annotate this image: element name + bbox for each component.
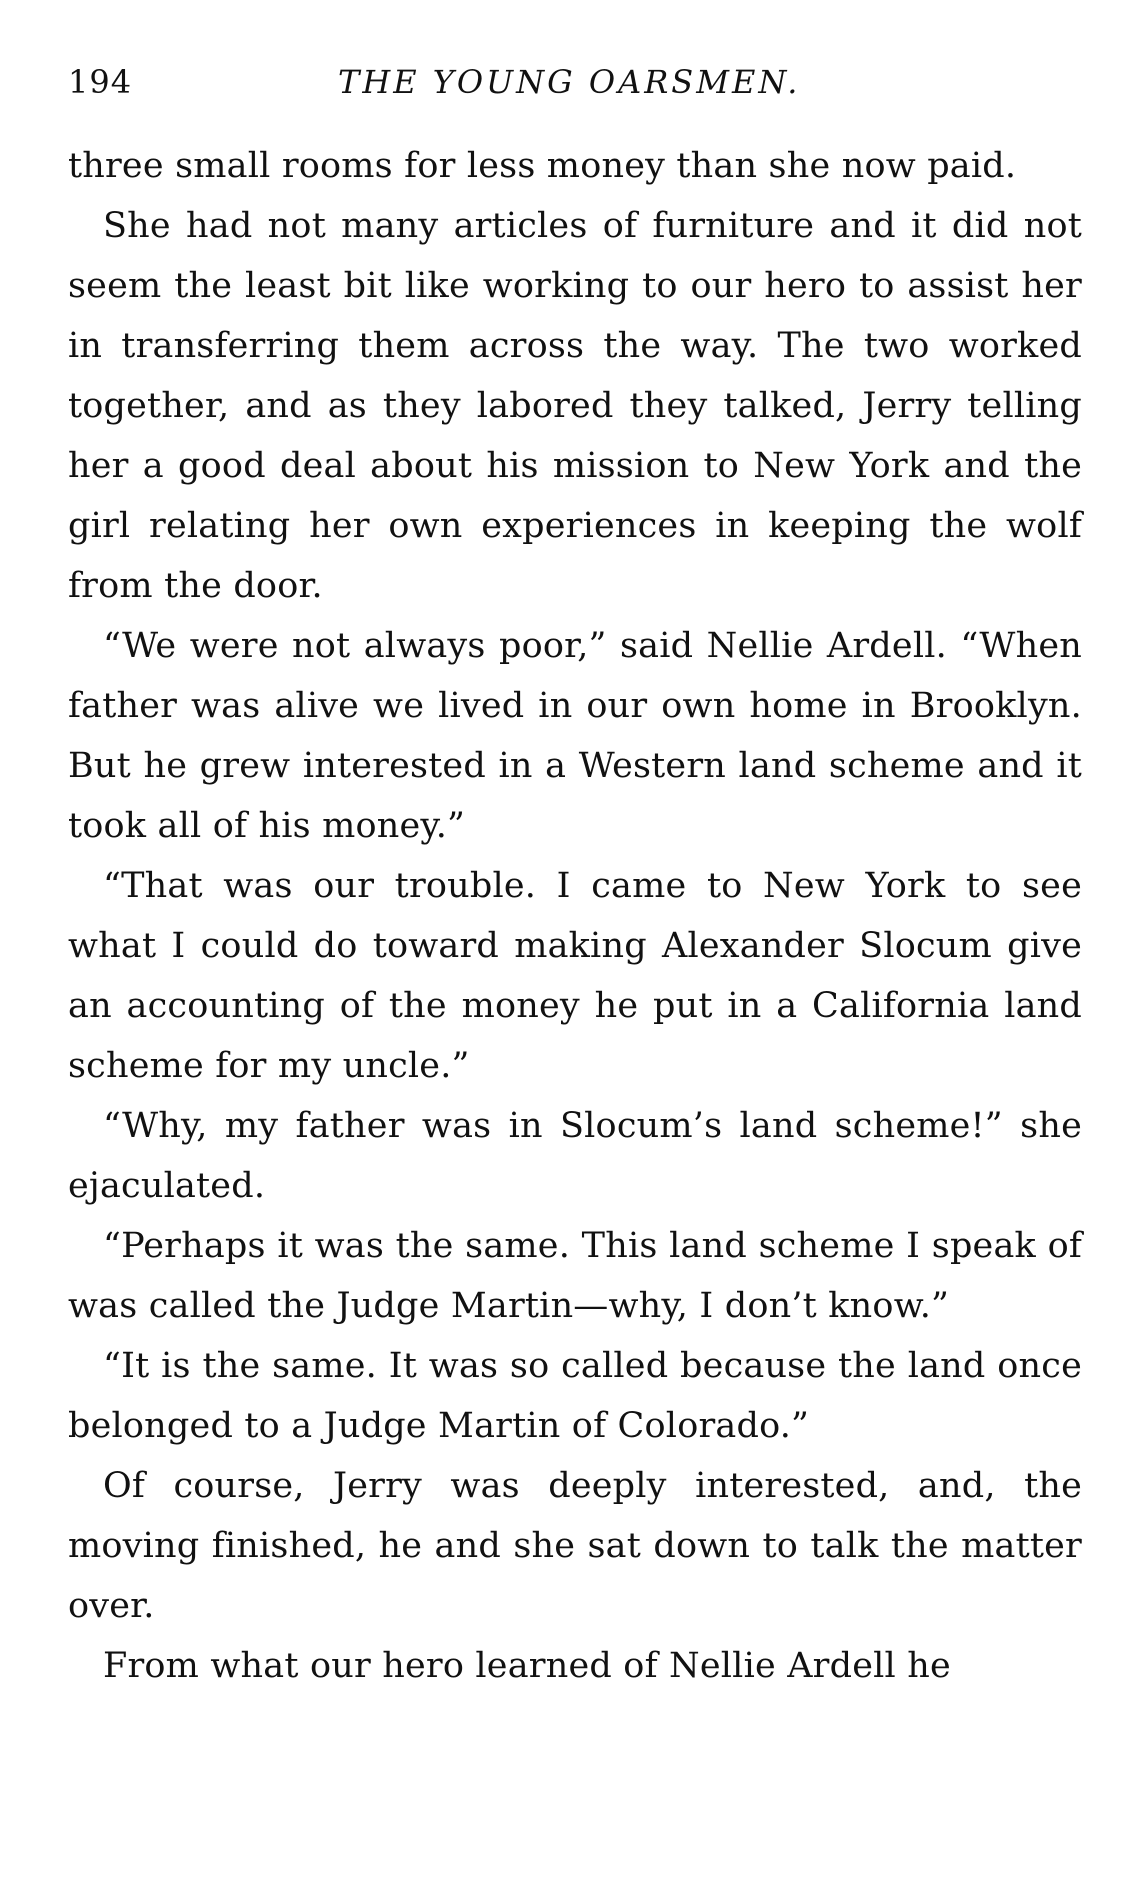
paragraph: “That was our trouble. I came to New York to see what I could do toward making Alexander Slocum give an accounting of the money he put in a California land scheme for my uncle.” bbox=[68, 866, 1082, 1086]
paragraph: “We were not always poor,” said Nellie Ardell. “When father was alive we lived in our own home in Brooklyn. But he grew interested in a Western land scheme and it took all of his money.” bbox=[68, 626, 1082, 846]
paragraph: She had not many articles of furniture and it did not seem the least bit like working to our hero to assist her in transferring them across the way. The two worked together, and as they labored they talked, Jerry telling her a good deal about his mission to New York and the girl relating her own experiences in keeping the wolf from the door. bbox=[68, 206, 1082, 606]
paragraph: “Why, my father was in Slocum’s land scheme!” she ejaculated. bbox=[68, 1106, 1082, 1206]
paragraph: Of course, Jerry was deeply interested, and, the moving finished, he and she sat down to talk the matter over. bbox=[68, 1466, 1082, 1626]
paragraph: From what our hero learned of Nellie Ardell he bbox=[103, 1646, 951, 1686]
running-title: THE YOUNG OARSMEN. bbox=[338, 63, 801, 101]
body-text bbox=[68, 136, 1082, 1696]
page-number: 194 bbox=[68, 63, 133, 101]
paragraph: “Perhaps it was the same. This land scheme I speak of was called the Judge Martin—why, I don’t know.” bbox=[68, 1226, 1082, 1326]
page-header bbox=[68, 52, 1078, 112]
paragraph-continuation: three small rooms for less money than she now paid. bbox=[68, 146, 1017, 186]
paragraph: “It is the same. It was so called because the land once belonged to a Judge Martin of Colorado.” bbox=[68, 1346, 1082, 1446]
